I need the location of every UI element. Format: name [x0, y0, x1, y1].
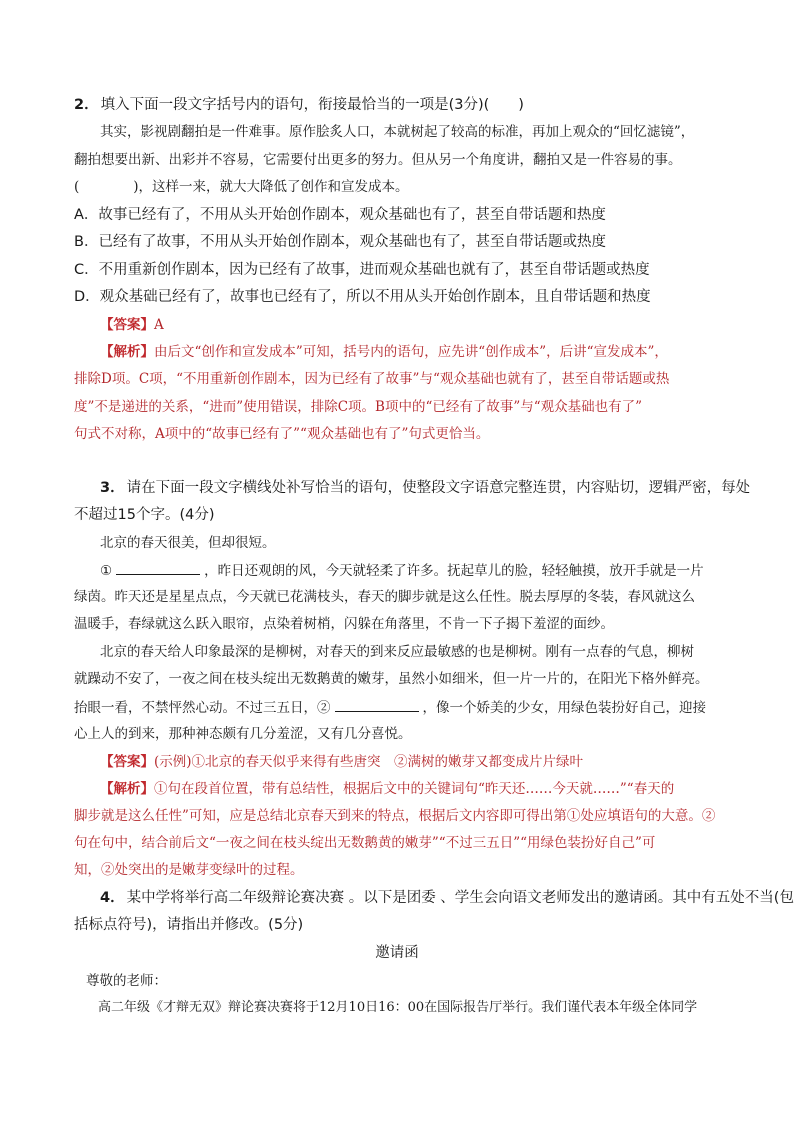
q4-stem-line-1: 4． 某中学将举行高二年级辩论赛决赛 。以下是团委 、学生会向语文老师发出的邀请函。其中有五处不当(包: [100, 890, 794, 906]
q3-passage-line-5: 北京的春天给人印象最深的是柳树，对春天的到来反应最敏感的也是柳树。刚有一点春的气息，柳树: [100, 644, 694, 660]
q2-option-b: B．已经有了故事，不用从头开始创作剧本，观众基础也有了，甚至自带话题或热度: [74, 234, 606, 250]
blank-1: [116, 560, 200, 575]
q2-passage-line-2: 翻拍想要出新、出彩并不容易，它需要付出更多的努力。但从另一个角度讲，翻拍又是一件容易的事。: [74, 152, 682, 168]
q3-analysis-line-1: 【解析】①句在段首位置，带有总结性，根据后文中的关键词句“昨天还……今天就……”“春天的: [100, 781, 675, 797]
answer-tag: 【答案】: [100, 317, 154, 333]
q2-stem: 2． 填入下面一段文字括号内的语句，衔接最恰当的一项是(3分)( ): [74, 97, 524, 113]
q4-stem-line-2: 括标点符号)，请指出并修改。(5分): [74, 917, 304, 933]
q2-option-c: C．不用重新创作剧本，因为已经有了故事，进而观众基础也就有了，甚至自带话题或热度: [74, 262, 650, 278]
letter-title: 邀请函: [375, 945, 419, 961]
answer-tag: 【答案】: [100, 754, 154, 770]
q2-analysis-line-1: 【解析】由后文“创作和宣发成本”可知，括号内的语句，应先讲“创作成本”，后讲“宣发成本”，: [100, 344, 668, 360]
q3-passage-line-3: 绿茵。昨天还是星星点点，今天就已花满枝头，春天的脚步就是这么任性。脱去厚厚的冬装，春风就这么: [74, 589, 695, 605]
q3-analysis-line-4: 知，②处突出的是嫩芽变绿叶的过程。: [74, 862, 304, 878]
q2-option-a: A．故事已经有了，不用从头开始创作剧本，观众基础也有了，甚至自带话题和热度: [74, 207, 606, 223]
q3-passage-line-7: 抬眼一看，不禁怦然心动。不过三五日，② ，像一个娇美的少女，用绿色装扮好自己，迎接: [74, 697, 734, 718]
q3-passage-line-6: 就躁动不安了，一夜之间在枝头绽出无数鹅黄的嫩芽，虽然小如细米，但一片一片的，在阳光下格外鲜亮。: [74, 671, 709, 687]
q2-number: 2．: [74, 97, 99, 113]
q2-passage-line-1: 其实，影视剧翻拍是一件难事。原作脍炙人口，本就树起了较高的标准，再加上观众的“回忆滤镜”，: [100, 124, 695, 140]
q3-passage-line-8: 心上人的到来，那种神态颇有几分羞涩，又有几分喜悦。: [74, 726, 412, 742]
q3-answer: 【答案】(示例)①北京的春天似乎来得有些唐突 ②满树的嫩芽又都变成片片绿叶: [100, 754, 584, 770]
q4-number: 4．: [100, 890, 125, 906]
q2-analysis-line-4: 句式不对称，A项中的“故事已经有了”“观众基础也有了”句式更恰当。: [74, 426, 490, 442]
letter-salutation: 尊敬的老师：: [86, 973, 167, 989]
blank-2: [335, 697, 419, 712]
q3-analysis-line-3: 句在句中，结合前后文“一夜之间在枝头绽出无数鹅黄的嫩芽”“不过三五日”“用绿色装扮好自己”可: [74, 835, 656, 851]
q2-answer: 【答案】A: [100, 317, 164, 333]
q2-passage-line-3: ( )，这样一来，就大大降低了创作和宣发成本。: [74, 179, 409, 195]
q2-analysis-line-2: 排除D项。C项，“不用重新创作剧本，因为已经有了故事”与“观众基础也就有了，甚至自带话题或热: [74, 371, 670, 387]
q3-stem-line-1: 3． 请在下面一段文字横线处补写恰当的语句，使整段文字语意完整连贯，内容贴切，逻辑严密，每处: [100, 480, 751, 496]
q3-passage-line-4: 温暖手，春绿就这么跃入眼帘，点染着树梢，闪躲在角落里，不肯一下子揭下羞涩的面纱。: [74, 616, 614, 632]
q2-analysis-line-3: 度”不是递进的关系，“进而”使用错误，排除C项。B项中的“已经有了故事”与“观众基础也有了”: [74, 399, 643, 415]
q3-number: 3．: [100, 480, 125, 496]
analysis-tag: 【解析】: [100, 344, 154, 360]
q3-passage-line-1: 北京的春天很美，但却很短。: [100, 535, 276, 551]
q3-analysis-line-2: 脚步就是这么任性”可知，应是总结北京春天到来的特点，根据后文内容即可得出第①处应填语句的大意。②: [74, 808, 716, 824]
q3-stem-line-2: 不超过15个字。(4分): [74, 507, 215, 523]
letter-body-line-1: 高二年级《才辩无双》辩论赛决赛将于12月10日16：00在国际报告厅举行。我们谨代表本年级全体同学: [98, 1000, 698, 1015]
analysis-tag: 【解析】: [100, 781, 154, 797]
q2-option-d: D．观众基础已经有了，故事也已经有了，所以不用从头开始创作剧本，且自带话题和热度: [74, 289, 651, 305]
q3-passage-line-2: ① ，昨日还观朗的风，今天就轻柔了许多。抚起草儿的脸，轻轻触摸，放开手就是一片: [100, 560, 734, 581]
